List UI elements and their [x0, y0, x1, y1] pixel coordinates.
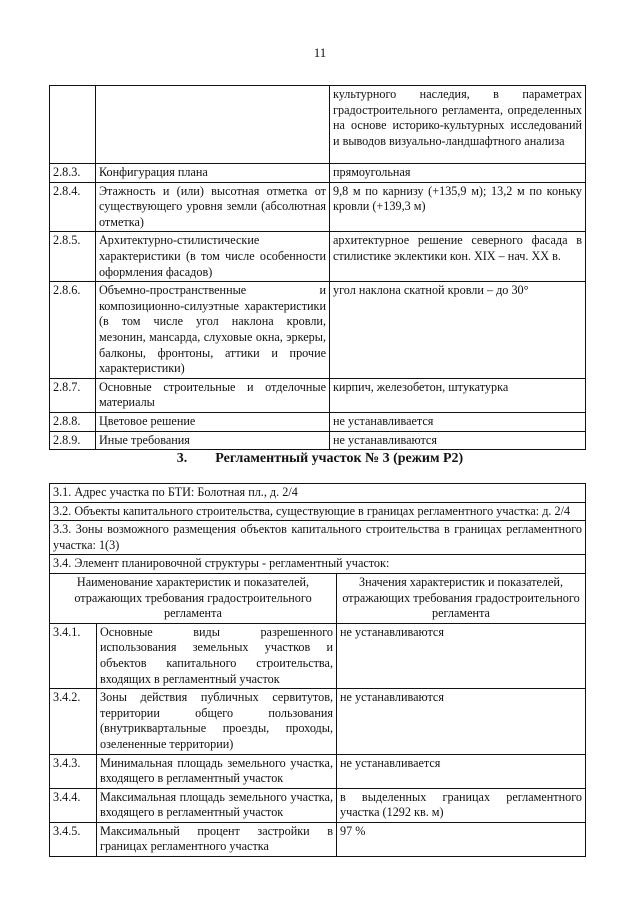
section-title: Регламентный участок № 3 (режим Р2) — [215, 451, 464, 466]
table-row — [50, 788, 586, 822]
header-values: Значения характеристик и показателей, отражающих требования градостроительного регламента — [337, 573, 586, 623]
row-number-cell: 2.8.6. — [50, 282, 96, 379]
table-row — [50, 754, 586, 788]
table-row — [50, 378, 586, 412]
row-number-cell: 2.8.9. — [50, 431, 96, 450]
row-name-cell: Конфигурация плана — [96, 164, 330, 183]
row-name-cell: Основные виды разрешенного использования земельных участков и объектов капитального строительства, входящих в регламентный участок — [97, 623, 337, 688]
row-number-cell: 3.4.1. — [50, 623, 97, 688]
row-number-cell: 3.4.2. — [50, 689, 97, 754]
table-row — [50, 86, 586, 164]
plot-address-row: 3.1. Адрес участка по БТИ: Болотная пл., д. 2/4 — [50, 484, 586, 503]
row-name-cell: Основные строительные и отделочные материалы — [96, 378, 330, 412]
section-heading — [0, 451, 640, 467]
regulation-plot-table — [49, 483, 586, 857]
row-number-cell: 2.8.3. — [50, 164, 96, 183]
row-number-cell: 2.8.5. — [50, 232, 96, 282]
table-row — [50, 502, 586, 521]
table-row — [50, 822, 586, 856]
table-row — [50, 282, 586, 379]
table-row — [50, 164, 586, 183]
table-row — [50, 555, 586, 574]
table-row — [50, 484, 586, 503]
row-value-cell: угол наклона скатной кровли – до 30° — [330, 282, 586, 379]
row-number-cell: 3.4.3. — [50, 754, 97, 788]
row-name-cell: Максимальная площадь земельного участка, входящего в регламентный участок — [97, 788, 337, 822]
table-row — [50, 623, 586, 688]
row-value-cell: кирпич, железобетон, штукатурка — [330, 378, 586, 412]
row-value-cell: архитектурное решение северного фасада в стилистике эклектики кон. XIX – нач. XX в. — [330, 232, 586, 282]
placement-zones-row: 3.3. Зоны возможного размещения объектов капитального строительства в границах регламентного участка: 1(3) — [50, 521, 586, 555]
row-name-cell: Максимальный процент застройки в границах регламентного участка — [97, 822, 337, 856]
row-name-cell: Иные требования — [96, 431, 330, 450]
row-value-cell: не устанавливаются — [337, 623, 586, 688]
characteristics-table-continued — [49, 85, 586, 450]
row-name-cell: Минимальная площадь земельного участка, входящего в регламентный участок — [97, 754, 337, 788]
table-row — [50, 232, 586, 282]
page-number: 11 — [313, 45, 327, 60]
row-number-cell: 2.8.8. — [50, 412, 96, 431]
row-number-cell: 3.4.5. — [50, 822, 97, 856]
header-names: Наименование характеристик и показателей, отражающих требования градостроительного регламента — [50, 573, 337, 623]
row-value-cell: в выделенных границах регламентного участка (1292 кв. м) — [337, 788, 586, 822]
planning-element-row: 3.4. Элемент планировочной структуры - регламентный участок: — [50, 555, 586, 574]
table-header-row — [50, 573, 586, 623]
row-number-cell: 2.8.4. — [50, 182, 96, 232]
row-name-cell — [96, 86, 330, 164]
row-value-cell: 9,8 м по карнизу (+135,9 м); 13,2 м по коньку кровли (+139,3 м) — [330, 182, 586, 232]
row-name-cell: Зоны действия публичных сервитутов, территории общего пользования (внутриквартальные проезды, проходы, озелененные территории) — [97, 689, 337, 754]
row-number-cell: 2.8.7. — [50, 378, 96, 412]
row-value-cell: не устанавливаются — [330, 431, 586, 450]
row-name-cell: Этажность и (или) высотная отметка от существующего уровня земли (абсолютная отметка) — [96, 182, 330, 232]
row-value-cell: не устанавливаются — [337, 689, 586, 754]
table-row — [50, 689, 586, 754]
table-row — [50, 412, 586, 431]
table-row — [50, 521, 586, 555]
row-name-cell: Цветовое решение — [96, 412, 330, 431]
table-row — [50, 182, 586, 232]
row-value-cell: не устанавливается — [337, 754, 586, 788]
existing-objects-row: 3.2. Объекты капитального строительства, существующие в границах регламентного участка: д. 2/4 — [50, 502, 586, 521]
row-name-cell: Архитектурно-стилистические характеристики (в том числе особенности оформления фасадов) — [96, 232, 330, 282]
row-number-cell — [50, 86, 96, 164]
row-name-cell: Объемно-пространственные и композиционно-силуэтные характеристики (в том числе угол наклона кровли, мезонин, мансарда, слуховые окна, эркеры, балконы, фронтоны, аттики и прочие характеристики) — [96, 282, 330, 379]
table-row — [50, 431, 586, 450]
row-value-cell: прямоугольная — [330, 164, 586, 183]
row-value-cell: не устанавливается — [330, 412, 586, 431]
row-number-cell: 3.4.4. — [50, 788, 97, 822]
row-value-cell: культурного наследия, в параметрах градостроительного регламента, определенных на основе историко-культурных исследований и выводов визуально-ландшафтного анализа — [330, 86, 586, 164]
row-value-cell: 97 % — [337, 822, 586, 856]
section-number: 3. — [176, 451, 188, 466]
